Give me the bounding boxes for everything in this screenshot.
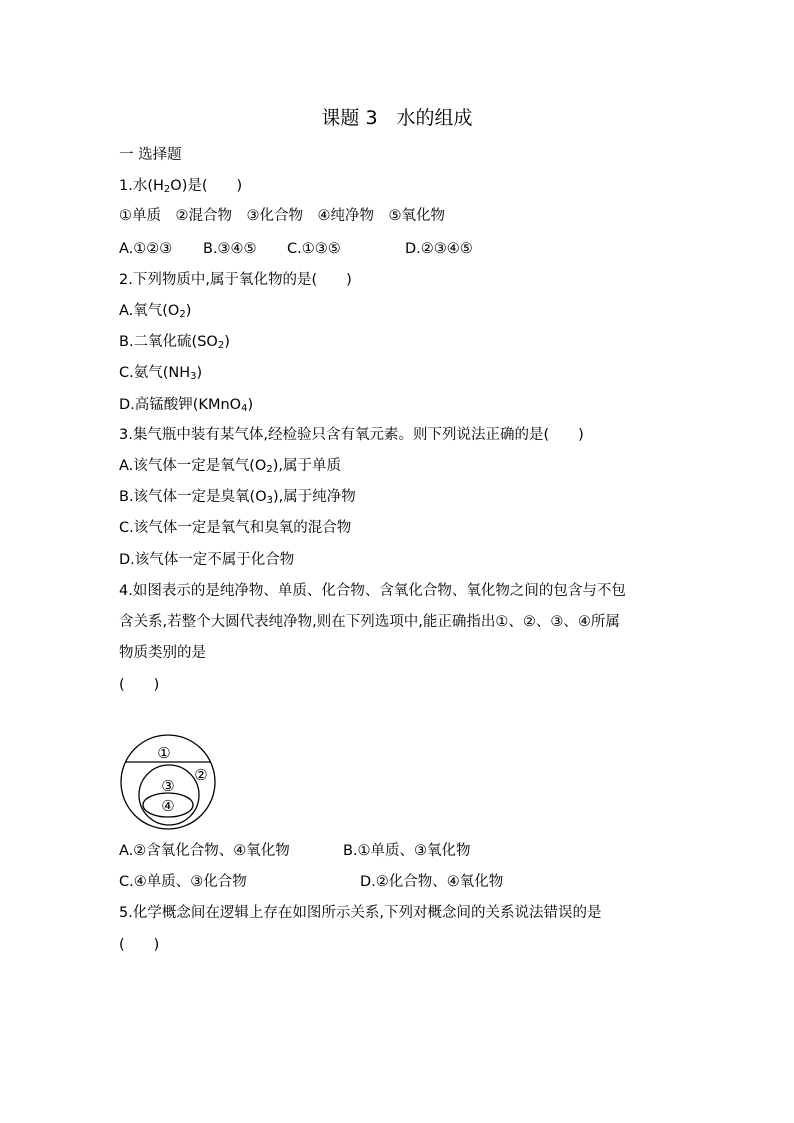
q4-stem-line1: 4.如图表示的是纯净物、单质、化合物、含氧化合物、氧化物之间的包含与不包 xyxy=(119,583,626,599)
q2-option-c xyxy=(119,364,202,382)
q4-answer-paren: ( ) xyxy=(119,677,160,693)
q3-a-sub: 2 xyxy=(266,464,273,475)
diagram-label-2: ② xyxy=(194,766,208,784)
q4-option-a: A.②含氧化合物、④氧化物 xyxy=(119,843,290,859)
q1-option-c: C.①③⑤ xyxy=(287,241,341,257)
q1-stem xyxy=(119,177,242,195)
q1-stem-pre: 1.水(H xyxy=(119,178,164,194)
q2-stem: 2.下列物质中,属于氧化物的是( ) xyxy=(119,272,352,288)
q4-stem-line3: 物质类别的是 xyxy=(119,645,206,661)
diagram-label-1: ① xyxy=(157,744,171,762)
q3-b-post: ),属于纯净物 xyxy=(273,489,356,505)
q1-option-d: D.②③④⑤ xyxy=(405,241,473,257)
q3-stem: 3.集气瓶中装有某气体,经检验只含有氧元素。则下列说法正确的是( ) xyxy=(119,427,584,443)
q1-option-a: A.①②③ xyxy=(119,241,173,257)
q3-option-d: D.该气体一定不属于化合物 xyxy=(119,552,295,568)
q2-b-post: ) xyxy=(224,334,230,350)
q1-stem-post: O)是( ) xyxy=(170,178,243,194)
q2-a-sub: 2 xyxy=(179,309,186,320)
q4-venn-diagram xyxy=(118,732,218,832)
q3-option-c: C.该气体一定是氧气和臭氧的混合物 xyxy=(119,520,352,536)
q2-c-pre: C.氨气(NH xyxy=(119,365,191,381)
q2-c-sub: 3 xyxy=(190,371,197,382)
diagram-label-4: ④ xyxy=(161,797,175,815)
q5-stem: 5.化学概念间在逻辑上存在如图所示关系,下列对概念间的关系说法错误的是 xyxy=(119,905,602,921)
q2-b-pre: B.二氧化硫(SO xyxy=(119,334,218,350)
q3-a-pre: A.该气体一定是氧气(O xyxy=(119,458,267,474)
q5-answer-paren: ( ) xyxy=(119,937,160,953)
q2-a-pre: A.氧气(O xyxy=(119,303,180,319)
section-heading: 一 选择题 xyxy=(119,147,182,163)
middle-circle xyxy=(139,765,199,825)
q3-b-sub: 3 xyxy=(266,495,274,506)
q2-b-sub: 2 xyxy=(217,340,225,351)
q2-d-sub: 4 xyxy=(241,403,248,414)
q4-option-d: D.②化合物、④氧化物 xyxy=(360,874,504,890)
q2-option-a xyxy=(119,302,191,320)
q3-a-post: ),属于单质 xyxy=(272,458,341,474)
q3-option-a xyxy=(119,457,341,475)
q2-d-pre: D.高锰酸钾(KMnO xyxy=(119,397,242,413)
q4-stem-line2: 含关系,若整个大圆代表纯净物,则在下列选项中,能正确指出①、②、③、④所属 xyxy=(119,614,620,630)
q2-c-post: ) xyxy=(196,365,203,381)
q2-a-post: ) xyxy=(185,303,192,319)
q1-choices: ①单质 ②混合物 ③化合物 ④纯净物 ⑤氧化物 xyxy=(119,208,445,224)
q4-option-c: C.④单质、③化合物 xyxy=(119,874,247,890)
q2-option-b xyxy=(119,333,230,351)
q1-option-b: B.③④⑤ xyxy=(203,241,257,257)
q4-option-b: B.①单质、③氧化物 xyxy=(343,843,471,859)
q1-stem-sub: 2 xyxy=(163,184,171,195)
page-title: 课题 3 水的组成 xyxy=(321,107,473,129)
q2-d-post: ) xyxy=(247,397,254,413)
diagram-label-3: ③ xyxy=(161,777,175,795)
q3-option-b xyxy=(119,488,356,506)
q2-option-d xyxy=(119,396,253,414)
q3-b-pre: B.该气体一定是臭氧(O xyxy=(119,489,267,505)
